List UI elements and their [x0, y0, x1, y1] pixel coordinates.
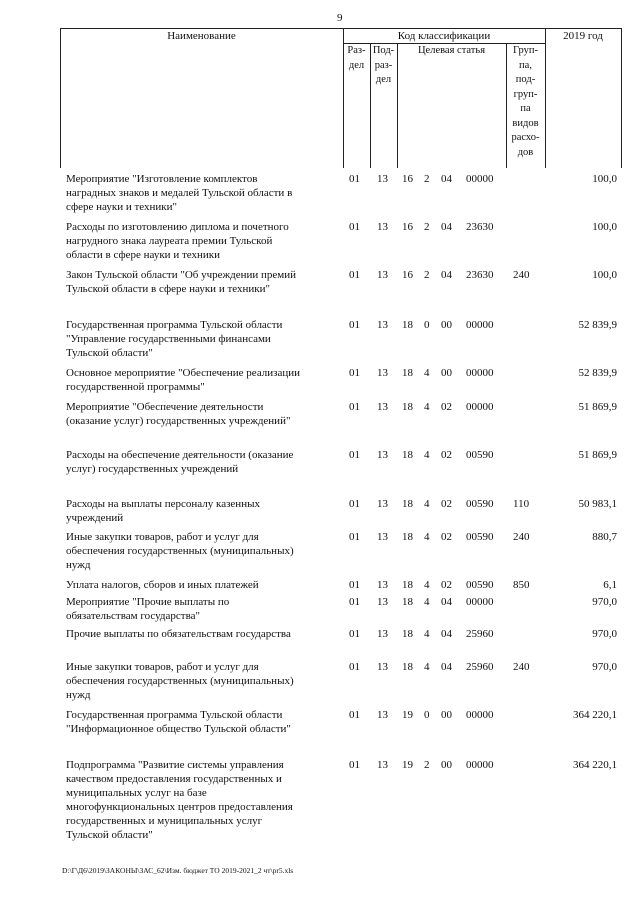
cell-podrazdel: 13	[377, 319, 388, 331]
cell-c4: 00590	[466, 579, 494, 591]
row-name-line: государственных и муниципальных услуг	[66, 815, 263, 827]
row-name-line: обеспечения государственных (муниципальных)	[66, 545, 294, 557]
cell-c1: 18	[402, 579, 413, 591]
cell-c4: 25960	[466, 661, 494, 673]
cell-c4: 23630	[466, 269, 494, 281]
cell-podrazdel: 13	[377, 709, 388, 721]
row-name-line: услуг) государственных учреждений	[66, 463, 239, 475]
cell-c1: 18	[402, 596, 413, 608]
cell-amount: 880,7	[592, 531, 617, 543]
row-name-line: Основное мероприятие "Обеспечение реализации	[66, 367, 301, 379]
cell-c4: 00000	[466, 367, 494, 379]
cell-c2: 4	[424, 531, 430, 543]
row-name	[66, 708, 338, 736]
header-vid-line: па,	[519, 59, 532, 71]
cell-c1: 19	[402, 709, 413, 721]
cell-amount: 50 983,1	[578, 498, 617, 510]
cell-c1: 18	[402, 628, 413, 640]
cell-razdel: 01	[349, 596, 360, 608]
cell-amount: 970,0	[592, 628, 617, 640]
row-name-line: обеспечения государственных (муниципальных)	[66, 675, 294, 687]
header-razdel-line: Раз-	[347, 45, 366, 56]
row-name	[66, 268, 338, 296]
cell-c1: 18	[402, 449, 413, 461]
row-name-line: Закон Тульской области "Об учреждении премий	[66, 269, 297, 281]
cell-amount: 970,0	[592, 661, 617, 673]
row-name	[66, 400, 338, 428]
row-name	[66, 366, 338, 394]
cell-podrazdel: 13	[377, 173, 388, 185]
row-name-line: Мероприятие "Прочие выплаты по	[66, 596, 230, 608]
row-name-line: обязательствам государства"	[66, 610, 200, 622]
header-vid-line: под-	[515, 74, 536, 85]
cell-c1: 16	[402, 221, 413, 233]
cell-podrazdel: 13	[377, 579, 388, 591]
row-name	[66, 220, 338, 262]
row-name	[66, 497, 338, 525]
cell-c4: 00590	[466, 449, 494, 461]
cell-amount: 51 869,9	[578, 401, 617, 413]
cell-amount: 364 220,1	[573, 709, 617, 721]
cell-podrazdel: 13	[377, 498, 388, 510]
cell-c3: 00	[441, 759, 452, 771]
row-name-line: муниципальных услуг на базе	[66, 787, 207, 799]
row-name-line: "Информационное общество Тульской области"	[66, 723, 291, 735]
header-razdel-line: дел	[348, 59, 365, 71]
cell-razdel: 01	[349, 221, 360, 233]
row-name	[66, 530, 338, 572]
header-vid-line: видов	[512, 117, 539, 129]
cell-amount: 970,0	[592, 596, 617, 608]
cell-c4: 00590	[466, 498, 494, 510]
header-vid	[506, 44, 545, 160]
cell-amount: 100,0	[592, 269, 617, 281]
cell-c2: 2	[424, 269, 430, 281]
cell-podrazdel: 13	[377, 269, 388, 281]
header-podrazdel	[370, 44, 397, 88]
row-name	[66, 448, 338, 476]
cell-c4: 00000	[466, 173, 494, 185]
cell-c2: 4	[424, 401, 430, 413]
cell-podrazdel: 13	[377, 401, 388, 413]
cell-razdel: 01	[349, 498, 360, 510]
cell-c3: 04	[441, 596, 452, 608]
cell-c2: 4	[424, 367, 430, 379]
col-line	[545, 28, 546, 168]
row-name-line: Расходы на выплаты персоналу казенных	[66, 498, 260, 510]
header-name: Наименование	[167, 30, 236, 42]
cell-podrazdel: 13	[377, 367, 388, 379]
header-top-line	[60, 28, 622, 29]
cell-c1: 18	[402, 498, 413, 510]
row-name-line: "Управление государственными финансами	[66, 333, 271, 345]
cell-c4: 23630	[466, 221, 494, 233]
cell-c1: 18	[402, 401, 413, 413]
row-name-line: качеством предоставления государственных и	[66, 773, 282, 785]
cell-vid: 850	[513, 579, 530, 591]
cell-c1: 16	[402, 269, 413, 281]
row-name-line: наградных знаков и медалей Тульской области в	[66, 187, 293, 199]
header-razdel	[343, 44, 370, 73]
cell-podrazdel: 13	[377, 449, 388, 461]
cell-c3: 00	[441, 367, 452, 379]
col-line	[621, 28, 622, 168]
row-name-line: Прочие выплаты по обязательствам государства	[66, 628, 291, 640]
cell-c2: 2	[424, 221, 430, 233]
header-vid-line: груп-	[513, 88, 538, 100]
header-podrazdel-line: Под-	[372, 45, 395, 56]
cell-amount: 51 869,9	[578, 449, 617, 461]
row-name-line: Уплата налогов, сборов и иных платежей	[66, 579, 259, 591]
cell-razdel: 01	[349, 709, 360, 721]
header-code-group: Код классификации	[397, 30, 491, 42]
row-name-line: Мероприятие "Изготовление комплектов	[66, 173, 258, 185]
row-name-line: сфере науки и техники"	[66, 201, 178, 213]
cell-razdel: 01	[349, 401, 360, 413]
cell-vid: 240	[513, 661, 530, 673]
cell-razdel: 01	[349, 628, 360, 640]
cell-c2: 4	[424, 498, 430, 510]
cell-c2: 4	[424, 449, 430, 461]
cell-razdel: 01	[349, 269, 360, 281]
cell-razdel: 01	[349, 449, 360, 461]
row-name-line: нужд	[66, 559, 91, 571]
file-path-footer: D:\Г\Д6\2019\ЗАКОНЫ\ЗАС_62\Изм. бюджет ТО 2019-2021_2 чт\pr5.xls	[62, 866, 294, 875]
cell-c3: 04	[441, 628, 452, 640]
row-name-line: области в сфере науки и техники	[66, 249, 220, 261]
cell-podrazdel: 13	[377, 661, 388, 673]
col-line	[60, 28, 61, 168]
cell-c4: 00590	[466, 531, 494, 543]
cell-vid: 240	[513, 531, 530, 543]
cell-razdel: 01	[349, 319, 360, 331]
cell-c3: 00	[441, 709, 452, 721]
cell-c3: 04	[441, 269, 452, 281]
row-name-line: нужд	[66, 689, 91, 701]
cell-amount: 52 839,9	[578, 319, 617, 331]
row-name	[66, 758, 338, 842]
cell-c1: 16	[402, 173, 413, 185]
header-year: 2019 год	[563, 30, 603, 42]
row-name-line: Расходы по изготовлению диплома и почетного	[66, 221, 289, 233]
cell-c1: 19	[402, 759, 413, 771]
cell-c4: 00000	[466, 319, 494, 331]
header-vid-line: расхо-	[511, 132, 540, 143]
cell-podrazdel: 13	[377, 531, 388, 543]
row-name-line: Государственная программа Тульской области	[66, 709, 283, 721]
row-name-line: Государственная программа Тульской области	[66, 319, 283, 331]
cell-c3: 04	[441, 661, 452, 673]
cell-vid: 110	[513, 498, 530, 510]
cell-vid: 240	[513, 269, 530, 281]
cell-c4: 00000	[466, 759, 494, 771]
row-name-line: Расходы на обеспечение деятельности (оказание	[66, 449, 294, 461]
row-name	[66, 172, 338, 214]
cell-podrazdel: 13	[377, 596, 388, 608]
cell-c3: 02	[441, 531, 452, 543]
cell-c2: 4	[424, 579, 430, 591]
header-vid-line: Груп-	[513, 45, 538, 56]
cell-c1: 18	[402, 367, 413, 379]
cell-c4: 00000	[466, 709, 494, 721]
row-name-line: Мероприятие "Обеспечение деятельности	[66, 401, 264, 413]
cell-c2: 2	[424, 173, 430, 185]
cell-c3: 00	[441, 319, 452, 331]
header-target: Целевая статья	[417, 45, 486, 56]
cell-amount: 100,0	[592, 221, 617, 233]
row-name-line: Иные закупки товаров, работ и услуг для	[66, 531, 259, 543]
cell-razdel: 01	[349, 367, 360, 379]
row-name-line: учреждений	[66, 512, 124, 524]
cell-c2: 0	[424, 709, 430, 721]
cell-podrazdel: 13	[377, 628, 388, 640]
cell-amount: 6,1	[603, 579, 617, 591]
cell-c2: 4	[424, 628, 430, 640]
header-vid-line: дов	[517, 146, 534, 158]
cell-razdel: 01	[349, 579, 360, 591]
cell-podrazdel: 13	[377, 221, 388, 233]
row-name-line: Тульской области в сфере науки и техники"	[66, 283, 270, 295]
row-name-line: Тульской области"	[66, 347, 153, 359]
cell-amount: 364 220,1	[573, 759, 617, 771]
cell-podrazdel: 13	[377, 759, 388, 771]
row-name	[66, 595, 338, 623]
row-name-line: (оказание услуг) государственных учреждений"	[66, 415, 291, 427]
row-name-line: многофункциональных центров предоставления	[66, 801, 293, 813]
cell-c1: 18	[402, 531, 413, 543]
header-podrazdel-line: дел	[375, 74, 392, 85]
cell-c2: 4	[424, 596, 430, 608]
page-number: 9	[337, 12, 343, 24]
cell-razdel: 01	[349, 759, 360, 771]
cell-c3: 02	[441, 401, 452, 413]
row-name-line: Иные закупки товаров, работ и услуг для	[66, 661, 259, 673]
row-name-line: Тульской области"	[66, 829, 153, 841]
cell-amount: 100,0	[592, 173, 617, 185]
cell-c1: 18	[402, 319, 413, 331]
cell-razdel: 01	[349, 531, 360, 543]
row-name-line: государственной программы"	[66, 381, 205, 393]
header-vid-line: па	[520, 103, 531, 114]
row-name	[66, 660, 338, 702]
cell-c2: 4	[424, 661, 430, 673]
cell-amount: 52 839,9	[578, 367, 617, 379]
col-line	[397, 43, 398, 168]
cell-c2: 2	[424, 759, 430, 771]
cell-c4: 25960	[466, 628, 494, 640]
cell-c3: 02	[441, 449, 452, 461]
cell-c3: 04	[441, 221, 452, 233]
header-podrazdel-line: раз-	[374, 59, 393, 71]
row-name	[66, 318, 338, 360]
cell-c3: 04	[441, 173, 452, 185]
row-name	[66, 627, 338, 641]
cell-razdel: 01	[349, 173, 360, 185]
cell-c1: 18	[402, 661, 413, 673]
row-name	[66, 578, 338, 592]
cell-c4: 00000	[466, 401, 494, 413]
cell-c2: 0	[424, 319, 430, 331]
cell-c3: 02	[441, 498, 452, 510]
row-name-line: Подпрограмма "Развитие системы управления	[66, 759, 284, 771]
cell-c4: 00000	[466, 596, 494, 608]
cell-razdel: 01	[349, 661, 360, 673]
cell-c3: 02	[441, 579, 452, 591]
row-name-line: нагрудного знака лауреата премии Тульской	[66, 235, 273, 247]
